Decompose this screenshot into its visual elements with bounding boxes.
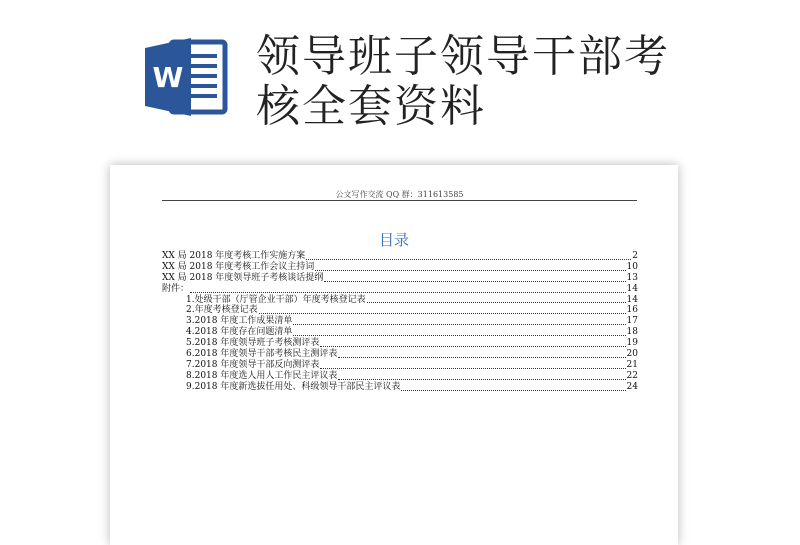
page-title: 领导班子领导干部考核全套资料	[256, 31, 670, 132]
toc-leader	[190, 292, 626, 293]
toc-leader	[320, 346, 625, 347]
toc-entry[interactable]	[162, 316, 638, 327]
toc-entry[interactable]	[162, 295, 638, 306]
toc-entry[interactable]	[162, 338, 638, 349]
toc-entry-text: XX 局 2018 年度考核工作会议主持词	[162, 261, 315, 272]
toc-entry-page: 22	[626, 370, 638, 381]
toc-entry[interactable]	[162, 327, 638, 338]
toc-entry[interactable]	[162, 360, 638, 371]
word-logo-icon	[143, 36, 229, 118]
toc-entry-page: 24	[626, 381, 638, 392]
header-divider	[162, 200, 637, 201]
toc-entry-page: 16	[626, 305, 638, 316]
toc-entry-page: 10	[626, 261, 638, 272]
toc-entry-page: 14	[626, 283, 638, 294]
toc-entry[interactable]	[162, 273, 638, 284]
toc-leader	[293, 324, 625, 325]
toc-entry-text: 附件：	[162, 283, 190, 294]
toc-entry-text: 5.2018 年度领导班子考核测评表	[186, 338, 320, 349]
toc-entry[interactable]	[162, 284, 638, 295]
toc-entry-text: XX 局 2018 年度考核工作实施方案	[162, 250, 306, 261]
toc-leader	[320, 368, 625, 369]
toc-entry[interactable]	[162, 251, 638, 262]
toc-entry-page: 19	[626, 338, 638, 349]
toc-entry[interactable]	[162, 262, 638, 273]
word-logo-letter: W	[152, 61, 184, 94]
toc-entry-text: 4.2018 年度存在问题清单	[186, 327, 293, 338]
toc-entry-text: 8.2018 年度选人用人工作民主评议表	[186, 370, 338, 381]
toc-entry[interactable]	[162, 349, 638, 360]
toc-entry-text: 1.处级干部（厅管企业干部）年度考核登记表	[186, 294, 366, 305]
toc-title: 目录	[378, 231, 409, 249]
toc-entry-page: 20	[626, 349, 638, 359]
toc-entry[interactable]	[162, 305, 638, 316]
toc-leader	[338, 379, 625, 380]
toc-entry-text: 6.2018 年度领导干部考核民主测评表	[186, 349, 338, 359]
toc-entry-page: 18	[626, 327, 638, 338]
toc-leader	[367, 302, 626, 303]
toc-leader	[401, 390, 625, 391]
toc-entry-page: 17	[626, 316, 638, 327]
toc-entry-page: 13	[626, 272, 638, 283]
page-header: 公文写作交流 QQ 群：311613585	[335, 190, 464, 199]
toc-entry-text: 7.2018 年度领导干部反向测评表	[186, 359, 320, 370]
toc-entry-text: 2.年度考核登记表	[186, 305, 258, 316]
toc-entry-text: 3.2018 年度工作成果清单	[186, 316, 293, 327]
toc-leader	[306, 259, 631, 260]
toc-leader	[338, 357, 625, 358]
toc-entry[interactable]	[162, 371, 638, 382]
toc-entry-page: 2	[632, 250, 638, 261]
toc-leader	[259, 313, 626, 314]
toc-leader	[293, 335, 625, 336]
document-page	[110, 165, 678, 545]
toc-leader	[315, 270, 625, 271]
table-of-contents	[162, 251, 638, 393]
toc-entry-text: XX 局 2018 年度领导班子考核谈话提纲	[162, 272, 324, 283]
toc-entry-text: 9.2018 年度新选拔任用处、科级领导干部民主评议表	[186, 381, 401, 392]
toc-entry-page: 21	[626, 359, 638, 370]
toc-entry[interactable]	[162, 382, 638, 393]
toc-leader	[324, 281, 625, 282]
toc-entry-page: 14	[626, 294, 638, 305]
